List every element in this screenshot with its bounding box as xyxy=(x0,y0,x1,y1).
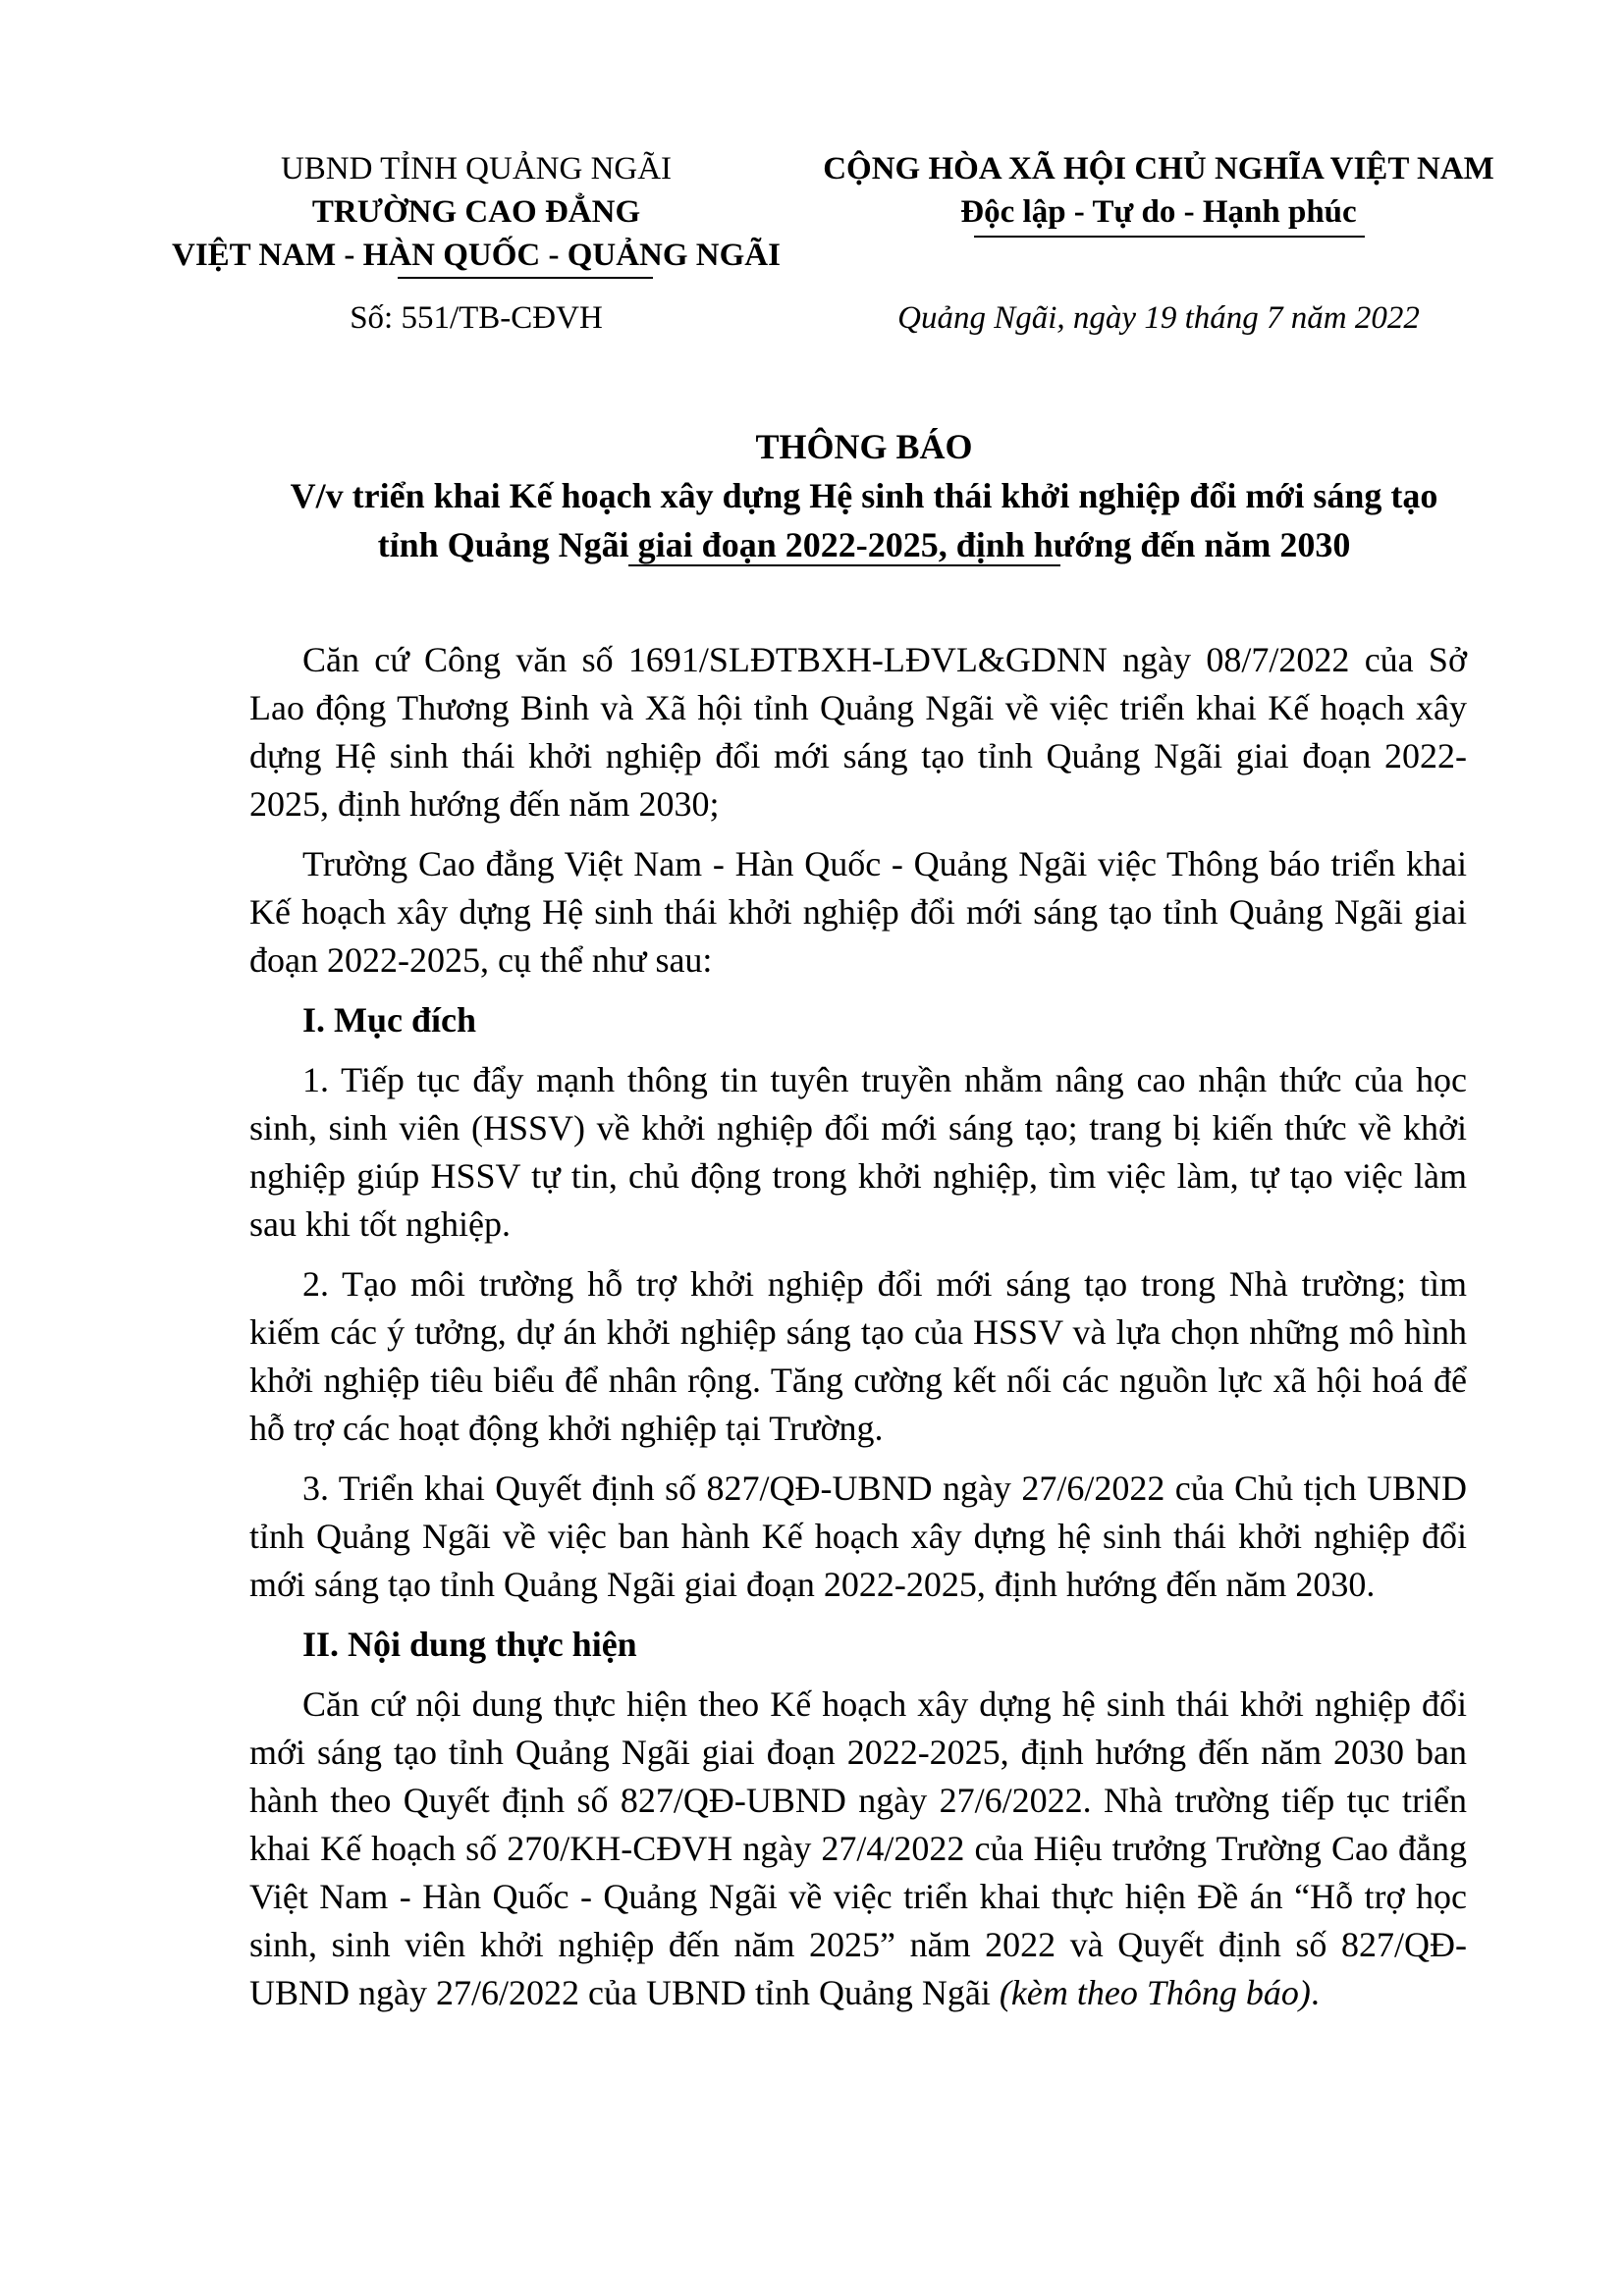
title-underline xyxy=(628,564,1060,566)
motto: Độc lập - Tự do - Hạnh phúc xyxy=(960,194,1357,230)
motto-underline xyxy=(974,236,1365,238)
subject-line-1: V/v triển khai Kế hoạch xây dựng Hệ sinh thái khởi nghiệp đổi mới sáng tạo xyxy=(290,476,1438,515)
section-heading-content: II. Nội dung thực hiện xyxy=(302,1625,637,1664)
content-paragraph xyxy=(249,1681,1467,2017)
org-underline xyxy=(398,277,653,279)
country-name: CỘNG HÒA XÃ HỘI CHỦ NGHĨA VIỆT NAM xyxy=(823,151,1494,187)
reference-number: Số: 551/TB-CĐVH xyxy=(350,300,603,336)
content-paragraph-end: . xyxy=(1310,1973,1320,2012)
org-parent: UBND TỈNH QUẢNG NGÃI xyxy=(280,151,673,187)
document-type: THÔNG BÁO xyxy=(755,427,973,466)
purpose-item-2: 2. Tạo môi trường hỗ trợ khởi nghiệp đổi mới sáng tạo trong Nhà trường; tìm kiếm các ý tưởng, dự án khởi nghiệp sáng tạo của HSSV và lựa chọn những mô hình khởi nghiệp tiêu biểu để nhân rộng. Tăng cường kết nối các nguồn lực xã hội hoá để hỗ trợ các hoạt động khởi nghiệp tại Trường. xyxy=(249,1264,1467,1448)
subject-line-2: tỉnh Quảng Ngãi giai đoạn 2022-2025, định hướng đến năm 2030 xyxy=(377,525,1351,564)
purpose-item-3: 3. Triển khai Quyết định số 827/QĐ-UBND ngày 27/6/2022 của Chủ tịch UBND tỉnh Quảng Ngãi về việc ban hành Kế hoạch xây dựng hệ sinh thái khởi nghiệp đổi mới sáng tạo tỉnh Quảng Ngãi giai đoạn 2022-2025, định hướng đến năm 2030. xyxy=(249,1468,1467,1604)
attachment-note: (kèm theo Thông báo) xyxy=(999,1973,1311,2012)
place-date: Quảng Ngãi, ngày 19 tháng 7 năm 2022 xyxy=(897,300,1420,336)
org-name-line2: VIỆT NAM - HÀN QUỐC - QUẢNG NGÃI xyxy=(172,238,781,273)
org-name-line1: TRƯỜNG CAO ĐẲNG xyxy=(311,194,641,230)
national-motto xyxy=(805,147,1512,234)
content-paragraph-text: Căn cứ nội dung thực hiện theo Kế hoạch xây dựng hệ sinh thái khởi nghiệp đổi mới sáng tạo tỉnh Quảng Ngãi giai đoạn 2022-2025, định hướng đến năm 2030 ban hành theo Quyết định số 827/QĐ-UBND ngày 27/6/2022. Nhà trường tiếp tục triển khai Kế hoạch số 270/KH-CĐVH ngày 27/4/2022 của Hiệu trưởng Trường Cao đẳng Việt Nam - Hàn Quốc - Quảng Ngãi về việc triển khai thực hiện Đề án “Hỗ trợ học sinh, sinh viên khởi nghiệp đến năm 2025” năm 2022 và Quyết định số 827/QĐ-UBND ngày 27/6/2022 của UBND tỉnh Quảng Ngãi xyxy=(249,1684,1467,2012)
document-title xyxy=(245,422,1483,569)
body-paragraph-legal-basis: Căn cứ Công văn số 1691/SLĐTBXH-LĐVL&GDNN ngày 08/7/2022 của Sở Lao động Thương Binh và Xã hội tỉnh Quảng Ngãi về việc triển khai Kế hoạch xây dựng Hệ sinh thái khởi nghiệp đổi mới sáng tạo tỉnh Quảng Ngãi giai đoạn 2022-2025, định hướng đến năm 2030; xyxy=(249,640,1467,824)
body-paragraph-intro: Trường Cao đẳng Việt Nam - Hàn Quốc - Quảng Ngãi việc Thông báo triển khai Kế hoạch xây dựng Hệ sinh thái khởi nghiệp đổi mới sáng tạo tỉnh Quảng Ngãi giai đoạn 2022-2025, cụ thể như sau: xyxy=(249,844,1467,980)
purpose-item-1: 1. Tiếp tục đẩy mạnh thông tin tuyên truyền nhằm nâng cao nhận thức của học sinh, sinh viên (HSSV) về khởi nghiệp đổi mới sáng tạo; trang bị kiến thức về khởi nghiệp giúp HSSV tự tin, chủ động trong khởi nghiệp, tìm việc làm, tự tạo việc làm sau khi tốt nghiệp. xyxy=(249,1060,1467,1244)
document-body xyxy=(249,636,1467,2029)
section-heading-purpose: I. Mục đích xyxy=(302,1000,477,1040)
issuing-organization xyxy=(147,147,805,277)
